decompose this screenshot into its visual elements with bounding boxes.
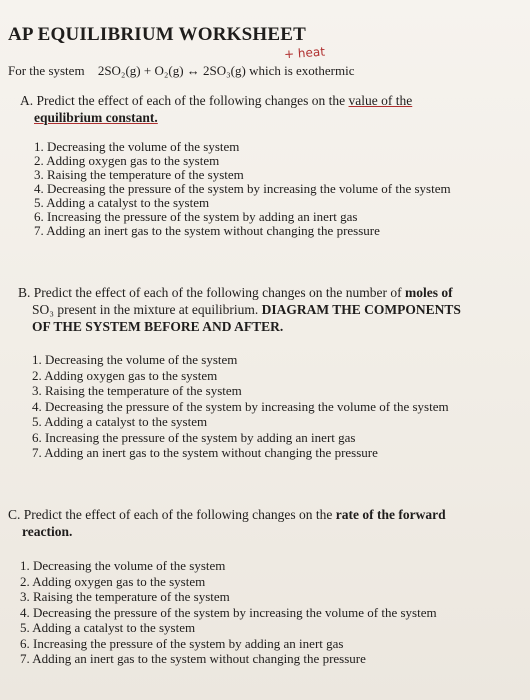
section-a-prompt-underlined: value of the xyxy=(348,93,413,108)
reaction-equation: 2SO₂(g) + O₂(g) ↔ 2SO₃(g) xyxy=(97,63,246,78)
equation-suffix: which is exothermic xyxy=(249,63,355,78)
section-a-prompt-line2: equilibrium constant. xyxy=(34,110,158,125)
section-c-prompt-line2: reaction. xyxy=(22,524,73,539)
section-c-prompt-text: C. Predict the effect of each of the following changes on the xyxy=(8,507,336,522)
list-item: 3. Raising the temperature of the system xyxy=(32,383,242,398)
section-b-prompt-line3: OF THE SYSTEM BEFORE AND AFTER. xyxy=(32,319,284,334)
list-item: 1. Decreasing the volume of the system xyxy=(32,352,238,367)
list-item: 5. Adding a catalyst to the system xyxy=(32,414,208,429)
list-item: 6. Increasing the pressure of the system by adding an inert gas xyxy=(20,635,344,651)
section-b-prompt-line2-bold: DIAGRAM THE COMPONENTS xyxy=(261,302,461,317)
section-b-prompt xyxy=(18,284,461,335)
list-item: 3. Raising the temperature of the system xyxy=(20,589,230,604)
list-item: 4. Decreasing the pressure of the system by increasing the volume of the system xyxy=(20,604,437,620)
list-item: 2. Adding oxygen gas to the system xyxy=(32,367,218,383)
list-item: 2. Adding oxygen gas to the system xyxy=(20,573,206,589)
list-item: 7. Adding an inert gas to the system without changing the pressure xyxy=(32,445,378,460)
page-title: AP EQUILIBRIUM WORKSHEET xyxy=(8,24,306,45)
section-b-prompt-bold: moles of xyxy=(405,285,453,300)
section-c-prompt xyxy=(8,506,446,540)
list-item: 4. Decreasing the pressure of the system by increasing the volume of the system xyxy=(34,181,451,196)
list-item: 5. Adding a catalyst to the system xyxy=(20,620,196,635)
list-item: 7. Adding an inert gas to the system without changing the pressure xyxy=(20,651,366,666)
list-item: 1. Decreasing the volume of the system xyxy=(20,558,226,573)
section-a-list xyxy=(34,140,451,238)
system-label: For the system xyxy=(8,63,85,78)
handwritten-note: + heat xyxy=(283,44,326,62)
section-b-prompt-text: B. Predict the effect of each of the following changes on the number of xyxy=(18,285,405,300)
section-b-list xyxy=(32,352,449,461)
reaction-system xyxy=(8,63,355,79)
list-item: 6. Increasing the pressure of the system by adding an inert gas xyxy=(32,429,356,445)
section-c-list xyxy=(20,558,437,667)
section-a-prompt xyxy=(20,92,412,126)
section-c-prompt-bold: rate of the forward xyxy=(335,507,446,522)
list-item: 4. Decreasing the pressure of the system by increasing the volume of the system xyxy=(32,398,449,414)
list-item: 7. Adding an inert gas to the system without changing the pressure xyxy=(34,223,380,238)
list-item: 2. Adding oxygen gas to the system xyxy=(34,153,220,168)
section-b-prompt-line2: SO₃ present in the mixture at equilibrium. xyxy=(32,302,262,317)
list-item: 6. Increasing the pressure of the system by adding an inert gas xyxy=(34,209,358,224)
list-item: 5. Adding a catalyst to the system xyxy=(34,195,210,210)
list-item: 3. Raising the temperature of the system xyxy=(34,167,244,182)
list-item: 1. Decreasing the volume of the system xyxy=(34,139,240,154)
section-a-prompt-text: A. Predict the effect of each of the following changes on the xyxy=(20,93,349,108)
